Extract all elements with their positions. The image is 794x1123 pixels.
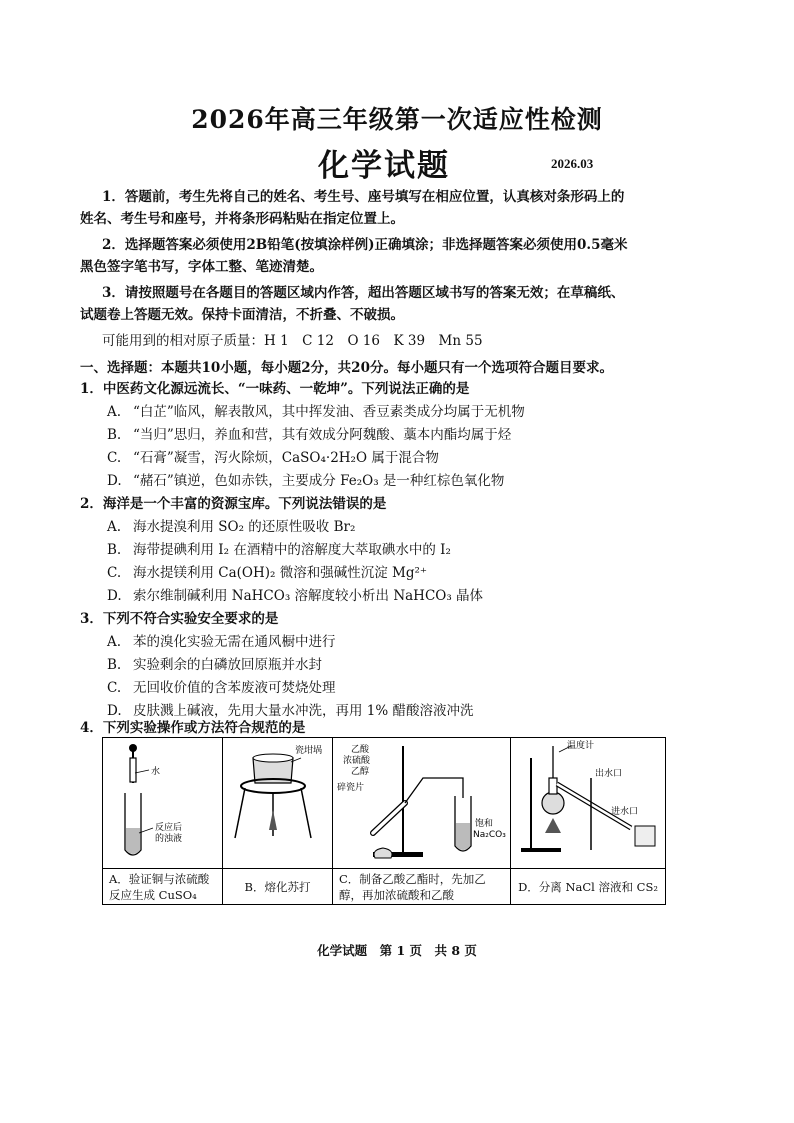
question-3-option-a: A. 苯的溴化实验无需在通风橱中进行 [107,634,336,650]
label-saturated-1: 饱和 [475,819,494,829]
question-1-option-a: A. “白芷”临风，解表散风，其中挥发油、香豆素类成分均属于无机物 [107,404,525,420]
panel-a [103,738,223,904]
label-water: 水 [151,767,161,777]
question-2-stem: 2．海洋是一个丰富的资源宝库。下列说法错误的是 [80,496,387,512]
panel-b [223,738,333,904]
question-1-stem: 1．中医药文化源远流长、“一味药、一乾坤”。下列说法正确的是 [80,381,470,397]
label-reagent-3: 乙醇 [351,767,370,777]
question-3-stem: 3．下列不符合实验安全要求的是 [80,611,279,627]
question-3-option-c: C. 无回收价值的含苯废液可焚烧处理 [107,680,336,696]
distillation-illustration [511,738,665,868]
panel-a-caption: A．验证铜与浓硫酸 反应生成 CuSO₄ [103,868,222,904]
label-crucible: 瓷坩埚 [295,746,323,756]
question-2-option-b: B. 海带提碘利用 I₂ 在酒精中的溶解度大萃取碘水中的 I₂ [107,542,451,558]
panel-c-caption: C．制备乙酸乙酯时，先加乙 醇，再加浓硫酸和乙酸 [333,868,510,904]
question-1-option-b: B. “当归”思归，养血和营，其有效成分阿魏酸、藁本内酯均属于烃 [107,427,512,443]
question-2-option-a: A. 海水提溴利用 SO₂ 的还原性吸收 Br₂ [107,519,356,535]
label-residue-1: 反应后 [155,823,183,833]
label-residue-2: 的浊液 [155,834,183,844]
question-2-option-d: D. 索尔维制碱利用 NaHCO₃ 溶解度较小析出 NaHCO₃ 晶体 [107,588,484,604]
exam-date: 2026.03 [551,156,594,171]
instruction-1: 1．答题前，考生先将自己的姓名、考生号、座号填写在相应位置，认真核对条形码上的 姓名、考生号和座号，并将条形码粘贴在指定位置上。 [80,189,625,227]
question-4-stem: 4．下列实验操作或方法符合规范的是 [80,720,306,736]
subject-title: 化学试题 [318,148,450,184]
ester-preparation-illustration [333,738,511,868]
label-saturated-2: Na₂CO₃ [473,830,506,840]
test-tube-dropper-illustration [103,738,223,868]
label-chips: 碎瓷片 [337,783,365,793]
crucible-tripod-illustration [223,738,333,868]
question-3-option-d: D. 皮肤溅上碱液，先用大量水冲洗，再用 1% 醋酸溶液冲洗 [107,703,474,719]
label-thermometer: 温度计 [567,741,595,751]
label-inlet: 进水口 [611,807,639,817]
label-reagent-1: 乙酸 [351,745,370,755]
section-one-heading: 一、选择题：本题共10小题，每小题2分，共20分。每小题只有一个选项符合题目要求。 [80,360,613,376]
label-outlet: 出水口 [595,769,623,779]
exam-title: 2026年高三年级第一次适应性检测 [191,105,603,134]
panel-c [333,738,511,904]
page-footer: 化学试题 第 1 页 共 8 页 [317,943,477,958]
instruction-2: 2．选择题答案必须使用2B铅笔(按填涂样例)正确填涂；非选择题答案必须使用0.5毫米 黑色签字笔书写，字体工整、笔迹清楚。 [80,237,628,275]
instruction-3: 3．请按照题号在各题目的答题区域内作答，超出答题区域书写的答案无效；在草稿纸、 试题卷上答题无效。保持卡面清洁，不折叠、不破损。 [80,285,625,323]
question-1-option-d: D. “赭石”镇逆，色如赤铁，主要成分 Fe₂O₃ 是一种红棕色氧化物 [107,473,505,489]
panel-b-caption: B．熔化苏打 [223,868,332,904]
question-2-option-c: C. 海水提镁利用 Ca(OH)₂ 微溶和强碱性沉淀 Mg²⁺ [107,565,428,581]
question-3-option-b: B. 实验剩余的白磷放回原瓶并水封 [107,657,322,673]
label-reagent-2: 浓硫酸 [343,756,371,766]
panel-d-caption: D．分离 NaCl 溶液和 CS₂ [511,868,665,904]
panel-d [511,738,665,904]
question-1-option-c: C. “石膏”凝雪，泻火除烦，CaSO₄·2H₂O 属于混合物 [107,450,439,466]
question-4-figure [102,737,666,905]
atomic-masses: 可能用到的相对原子质量：H 1 C 12 O 16 K 39 Mn 55 [102,333,483,349]
